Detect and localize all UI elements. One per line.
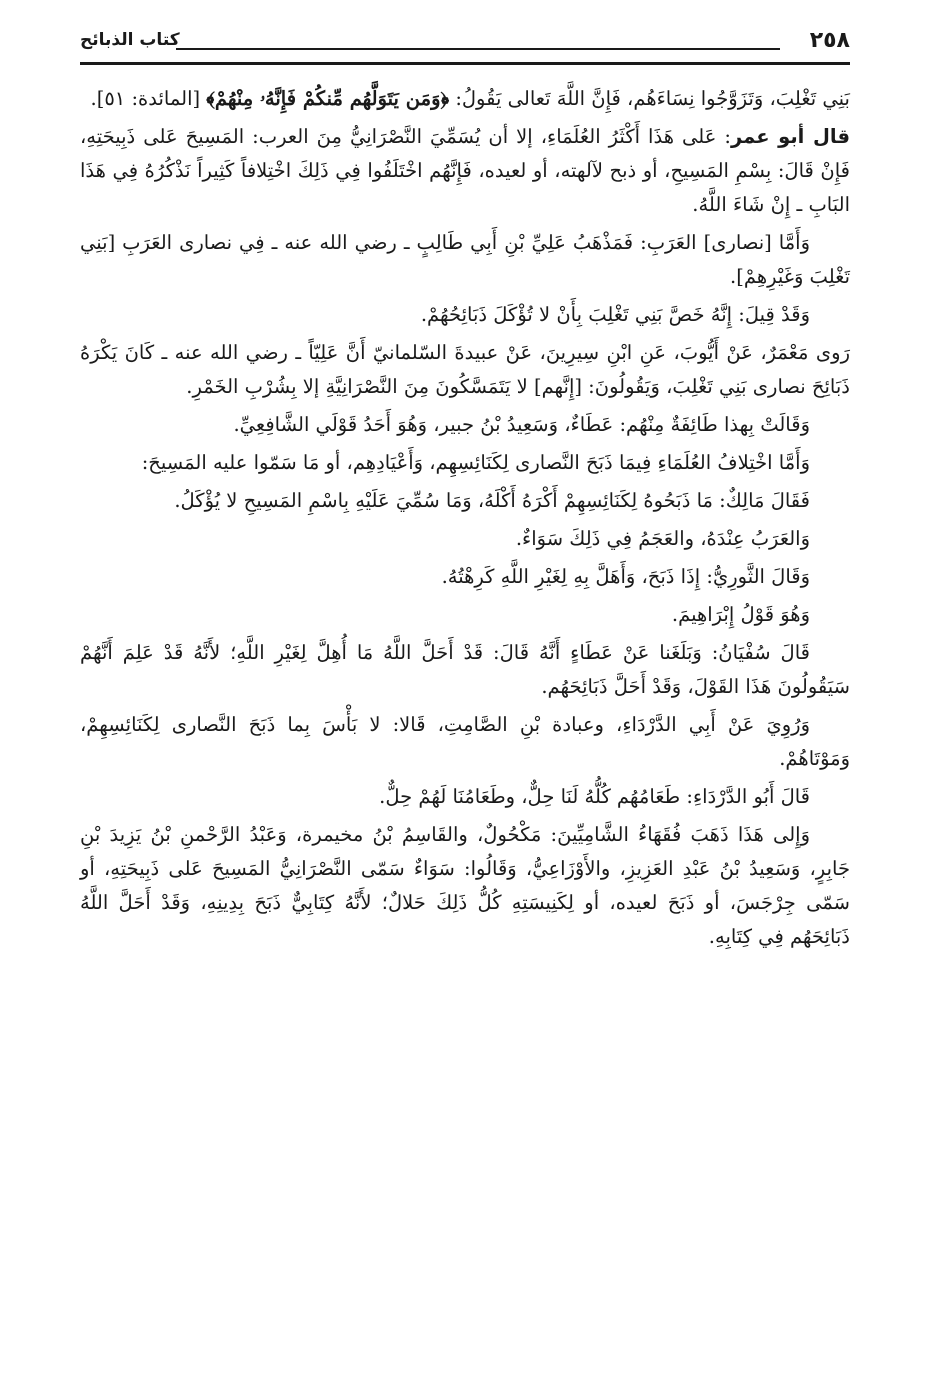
header-line [176,48,780,50]
speaker-name: قال أبو عمر [730,125,850,148]
paragraph-text: : عَلى هَذَا أَكْثَرُ العُلَمَاءِ، إلا أن يُسَمِّيَ النَّصْرَانِيُّ مِنَ العرب: المَسِيحَ عَلى ذَبِيحَتِهِ، فَإِنْ قَالَ: بِسْمِ المَسِيحِ، أو ذبح لآلهته، أو لعيده، فَإِنَّهُم اخْتَلَفُوا فِي ذَلِكَ اخْتِلافاً كَثِيراً نَذْكُرُهُ فِي هَذَا البَابِ ـ إِنْ شَاءَ اللَّهُ. [80,125,850,216]
paragraph [80,708,850,776]
page-number: ٢٥٨ [809,28,850,53]
paragraph-text: وَقَالَ الثَّورِيُّ: إِذَا ذَبَحَ، وَأَهَلَّ بِهِ لِغَيْرِ اللَّهِ كَرِهْتُهُ. [441,565,810,588]
paragraph [80,408,850,442]
paragraph-text: فَقَالَ مَالِكٌ: مَا ذَبَحُوهُ لِكَنَائِسِهِمْ أَكْرَهُ أَكْلَهُ، وَمَا سُمِّيَ عَلَيْهِ بِاسْمِ المَسِيحِ لا يُؤْكَلُ. [174,489,810,512]
paragraph-text: وَأَمَّا اخْتِلافُ العُلَمَاءِ فِيمَا ذَبَحَ النَّصارى لِكَنَائِسِهِم، وَأَعْيَادِهِم، أو مَا سَمّوا عليه المَسِيحَ: [141,451,810,474]
header-rule [80,62,850,65]
page-header [80,22,850,60]
paragraph [80,298,850,332]
paragraph [80,484,850,518]
paragraph [80,522,850,556]
paragraph-abu-umar [80,120,850,222]
paragraph-text: وَقَالَتْ بِهذا طَائِفَةٌ مِنْهُم: عَطَاءٌ، وَسَعِيدُ بْنُ جبير، وَهُوَ أَحَدُ قَوْلَي الشَّافِعِيِّ. [233,413,810,436]
paragraph [80,226,850,294]
paragraph-text: رَوى مَعْمَرٌ، عَنْ أَيُّوبَ، عَنِ ابْنِ سِيرِينَ، عَنْ عبيدةَ السّلمانيّ أَنَّ عَلِيّاً ـ رضي الله عنه ـ كَانَ يَكْرَهُ ذَبَائِحَ نصارى بَنِي تَغْلِبَ، وَيَقُولُونَ: [إِنَّهم] لا يَتَمَسَّكُونَ مِنَ النَّصْرَانِيَّةِ إلا بِشُرْبِ الخَمْرِ. [80,341,850,398]
paragraph-text: وَرُوِيَ عَنْ أَبِي الدَّرْدَاءِ، وعبادة بْنِ الصَّامِتِ، قَالا: لا بَأْسَ بِما ذَبَحَ النَّصارى لِكَنَائِسِهِمْ، وَمَوْتَاهُمْ. [80,713,850,770]
paragraph-text: وَإِلى هَذَا ذَهَبَ فُقَهَاءُ الشَّامِيِّينَ: مَكْحُولٌ، والقَاسِمُ بْنُ مخيمرة، وَعَبْدُ الرَّحْمنِ بْنُ يَزِيدَ بْنِ جَابِرٍ، وَسَعِيدُ بْنُ عَبْدِ العَزِيزِ، والأَوْزَاعِيُّ، وَقَالُوا: سَوَاءٌ سَمّى النَّصْرَانِيُّ المَسِيحَ عَلى ذَبِيحَتِهِ، أو سَمّى جِرْجَسَ، أو ذَبَحَ لعيده، أو لِكَنِيسَتِهِ كُلُّ ذَلِكَ حَلالٌ؛ لأَنَّهُ كِتَابِيٌّ ذَبَحَ بِدِينِهِ، وَقَدْ أَحَلَّ اللَّهُ ذَبَائِحَهُم فِي كِتَابِهِ. [80,823,850,948]
paragraph [80,818,850,954]
paragraph-text: وَقَدْ قِيلَ: إِنَّهُ خَصَّ بَنِي تَغْلِبَ بِأَنْ لا تُؤْكَلَ ذَبَائِحُهُمْ. [420,303,810,326]
paragraph [80,780,850,814]
paragraph [80,336,850,404]
paragraph [80,636,850,704]
paragraph-text: وَالعَرَبُ عِنْدَهُ، والعَجَمُ فِي ذَلِكَ سَوَاءٌ. [515,527,810,550]
paragraph [80,560,850,594]
paragraph-text: وَهُوَ قَوْلُ إِبْرَاهِيمَ. [671,603,810,626]
paragraph-text: وَأَمَّا [نصارى] العَرَبِ: فَمَذْهَبُ عَلِيِّ بْنِ أَبِي طَالِبٍ ـ رضي الله عنه ـ فِي نصارى العَرَبِ [بَنِي تَغْلِبَ وَغَيْرِهِمْ]. [80,231,850,288]
verse-reference: [المائدة: ٥١]. [90,87,207,110]
paragraph [80,446,850,480]
running-title: كتاب الذبائح [80,30,180,50]
book-page [80,22,850,1362]
paragraph-quran-verse [80,82,850,116]
paragraph-text: بَنِي تَغْلِبَ، وَتَزَوَّجُوا نِسَاءَهُم، فَإِنَّ اللَّهَ تَعالى يَقُولُ: [449,87,850,110]
quran-quote: ﴿وَمَن يَتَوَلَّهُم مِّنكُمْ فَإِنَّهُۥ مِنْهُمْ﴾ [206,87,450,110]
page-body [80,82,850,954]
paragraph [80,598,850,632]
paragraph-text: قَالَ سُفْيَانُ: وَبَلَغَنا عَنْ عَطَاءٍ أَنَّهُ قَالَ: قَدْ أَحَلَّ اللَّهُ مَا أُهِلَّ لِغَيْرِ اللَّهِ؛ لأَنَّهُ قَدْ عَلِمَ أَنَّهُمْ سَيَقُولُونَ هَذَا القَوْلَ، وَقَدْ أَحَلَّ ذَبَائِحَهُم. [80,641,850,698]
paragraph-text: قَالَ أَبُو الدَّرْدَاءِ: طَعَامُهُم كُلُّهُ لَنَا حِلٌّ، وطَعَامُنَا لَهُمْ حِلٌّ. [379,785,810,808]
